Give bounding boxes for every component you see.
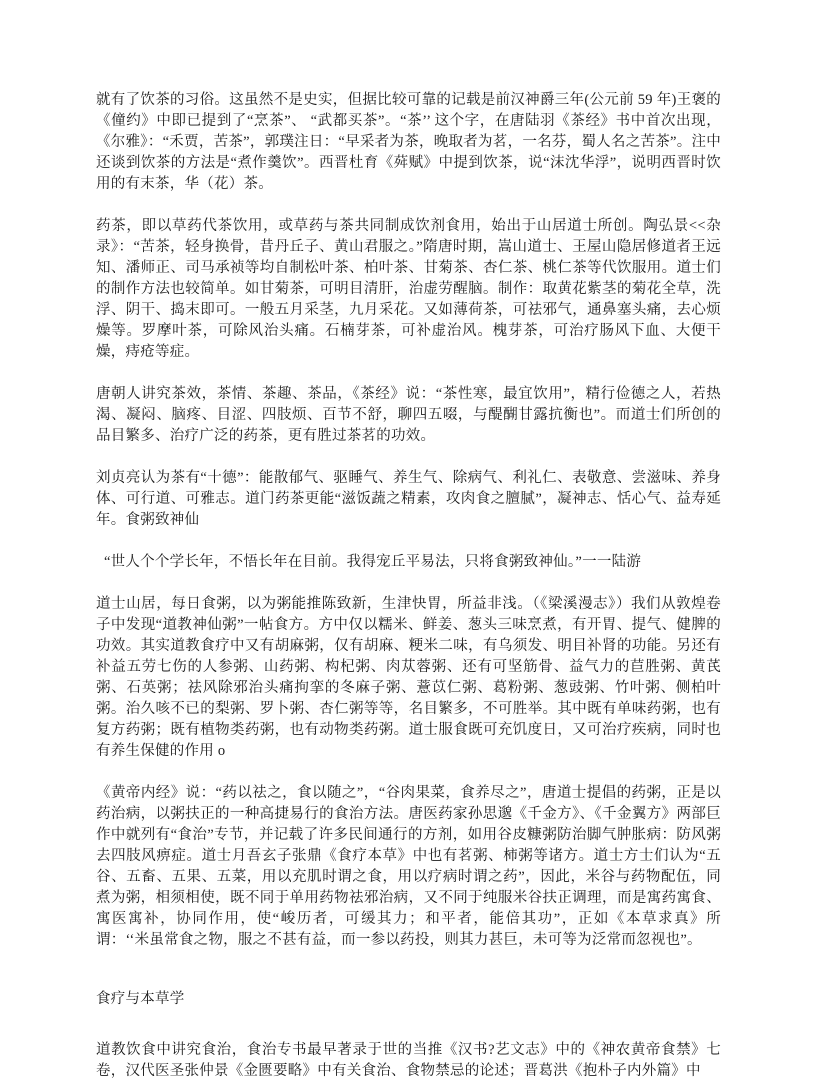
quote-lu-you: “世人个个学长年，不悟长年在目前。我得宠丘平易法，只将食粥致神仙。”一一陆游	[103, 554, 642, 570]
paragraph-medicinal-congee: 《黄帝内经》说：“药以祛之，食以随之”，“谷肉果菜，食养尽之”，唐道士提倡的药粥，正是以药治病，以粥扶正的一种高捷易行的食治方法。唐医药家孙思邈《千金方》、《千金翼方》两部巨作中就列有“食治”专节，并记载了许多民间通行的方剂，如用谷皮糠粥防治脚气肿胀病：防风粥去四肢风痹症。道士月吾玄子张鼎《食疗本草》中也有茗粥、柿粥等诸方。道士方士们认为“五谷、五畜、五果、五菜，用以充肌时谓之食，用以疗病时谓之药”，因此，米谷与药物配伍，同煮为粥，相须相使，既不同于单用药物祛邪治病，又不同于纯服米谷扶正调理，而是寓药寓食、寓医寓补，协同作用，使“峻历者，可缓其力；和平者，能倍其功”，正如《本草求真》所谓：‘‘米虽常食之物，服之不甚有益，而一参以药投，则其力甚巨，未可等为泛常而忽视也”。	[96, 785, 721, 948]
paragraph-herbal-tea: 药茶，即以草药代茶饮用，或草药与茶共同制成饮剂食用，始出于山居道士所创。陶弘景<<杂录》：“苦茶，轻身换骨，昔丹丘子、黄山君服之。”隋唐时期，嵩山道士、王屋山隐居修道者王远知、潘师正、司马承祯等均自制松叶茶、柏叶茶、甘菊茶、杏仁茶、桃仁茶等代饮服用。道士们的制作方法也较简单。如甘菊茶，可明目清肝，治虚劳醒脑。制作：取黄花紫茎的菊花全草，洗浮、阴干、捣末即可。一般五月采茎，九月采花。又如薄荷茶，可祛邪气，通鼻塞头痛，去心烦燥等。罗摩叶茶，可除风治头痛。石楠芽茶，可补虚治风。槐芽茶，可治疗肠风下血、大便干燥，痔疮等症。	[96, 218, 721, 360]
paragraph-tea-ten-virtues: 刘贞亮认为茶有“十德”：能散郁气、驱睡气、养生气、除病气、利礼仁、表敬意、尝滋味、养身体、可行道、可雅志。道门药茶更能“滋饭蔬之精素，攻肉食之膻腻”，凝神志、恬心气、益寿延年。食粥致神仙	[96, 470, 721, 528]
paragraph-taoist-congee: 道士山居，每日食粥，以为粥能推陈致新，生津快胃，所益非浅。（《梁溪漫志》）我们从敦煌卷子中发现“道教神仙粥”一帖食方。方中仅以糯米、鲜姜、葱头三味烹煮，有开胃、提气、健脾的功效。其实道教食疗中又有胡麻粥，仅有胡麻、粳米二味，有乌须发、明目补肾的功能。另还有补益五劳七伤的人参粥、山药粥、构杞粥、肉苁蓉粥、还有可坚筋骨、益气力的苣胜粥、黄芪粥、石英粥；祛风除邪治头痛拘挛的冬麻子粥、薏苡仁粥、葛粉粥、葱豉粥、竹叶粥、侧柏叶粥。治久咳不已的梨粥、罗卜粥、杏仁粥等等，名目繁多，不可胜举。其中既有单味药粥，也有复方药粥；既有植物类药粥，也有动物类药粥。道士服食既可充饥度日，又可治疗疾病，同时也有养生保健的作用 o	[96, 596, 721, 759]
paragraph-food-therapy-books: 道教饮食中讲究食治，食治专书最早著录于世的当推《汉书?艺文志》中的《神农黄帝食禁》七卷，汉代医圣张仲景《金匮要略》中有关食治、食物禁忌的论述；晋葛洪《抱朴子内外篇》中	[96, 1042, 721, 1079]
paragraph-tang-tea-effects: 唐朝人讲究茶效，茶情、茶趣、茶品，《茶经》说：“茶性寒，最宜饮用”，精行俭德之人，若热渴、凝闷、脑疼、目涩、四肢烦、百节不舒，聊四五啜，与醍醐甘露抗衡也”。而道士们所创的品目繁多、治疗广泛的药茶，更有胜过茶茗的功效。	[96, 386, 721, 444]
section-heading-food-therapy: 食疗与本草学	[96, 991, 185, 1007]
paragraph-tea-origin: 就有了饮茶的习俗。这虽然不是史实，但据比较可靠的记载是前汉神爵三年(公元前 59 年)王褒的《僮约》中即已提到了“烹茶”、 “武都买茶”。“茶’’ 这个字，在唐陆羽《茶经》书中首次出现，《尔雅》：“禾贾，苦茶”，郭璞注日：“早采者为茶，晚取者为茗，一名芬，蜀人名之苦茶”。注中还谈到饮茶的方法是“煮作羹饮”。西晋杜育《荈赋》中提到饮茶，说“沫沈华浮”，说明西晋时饮用的有末茶，华（花）茶。	[96, 92, 721, 192]
